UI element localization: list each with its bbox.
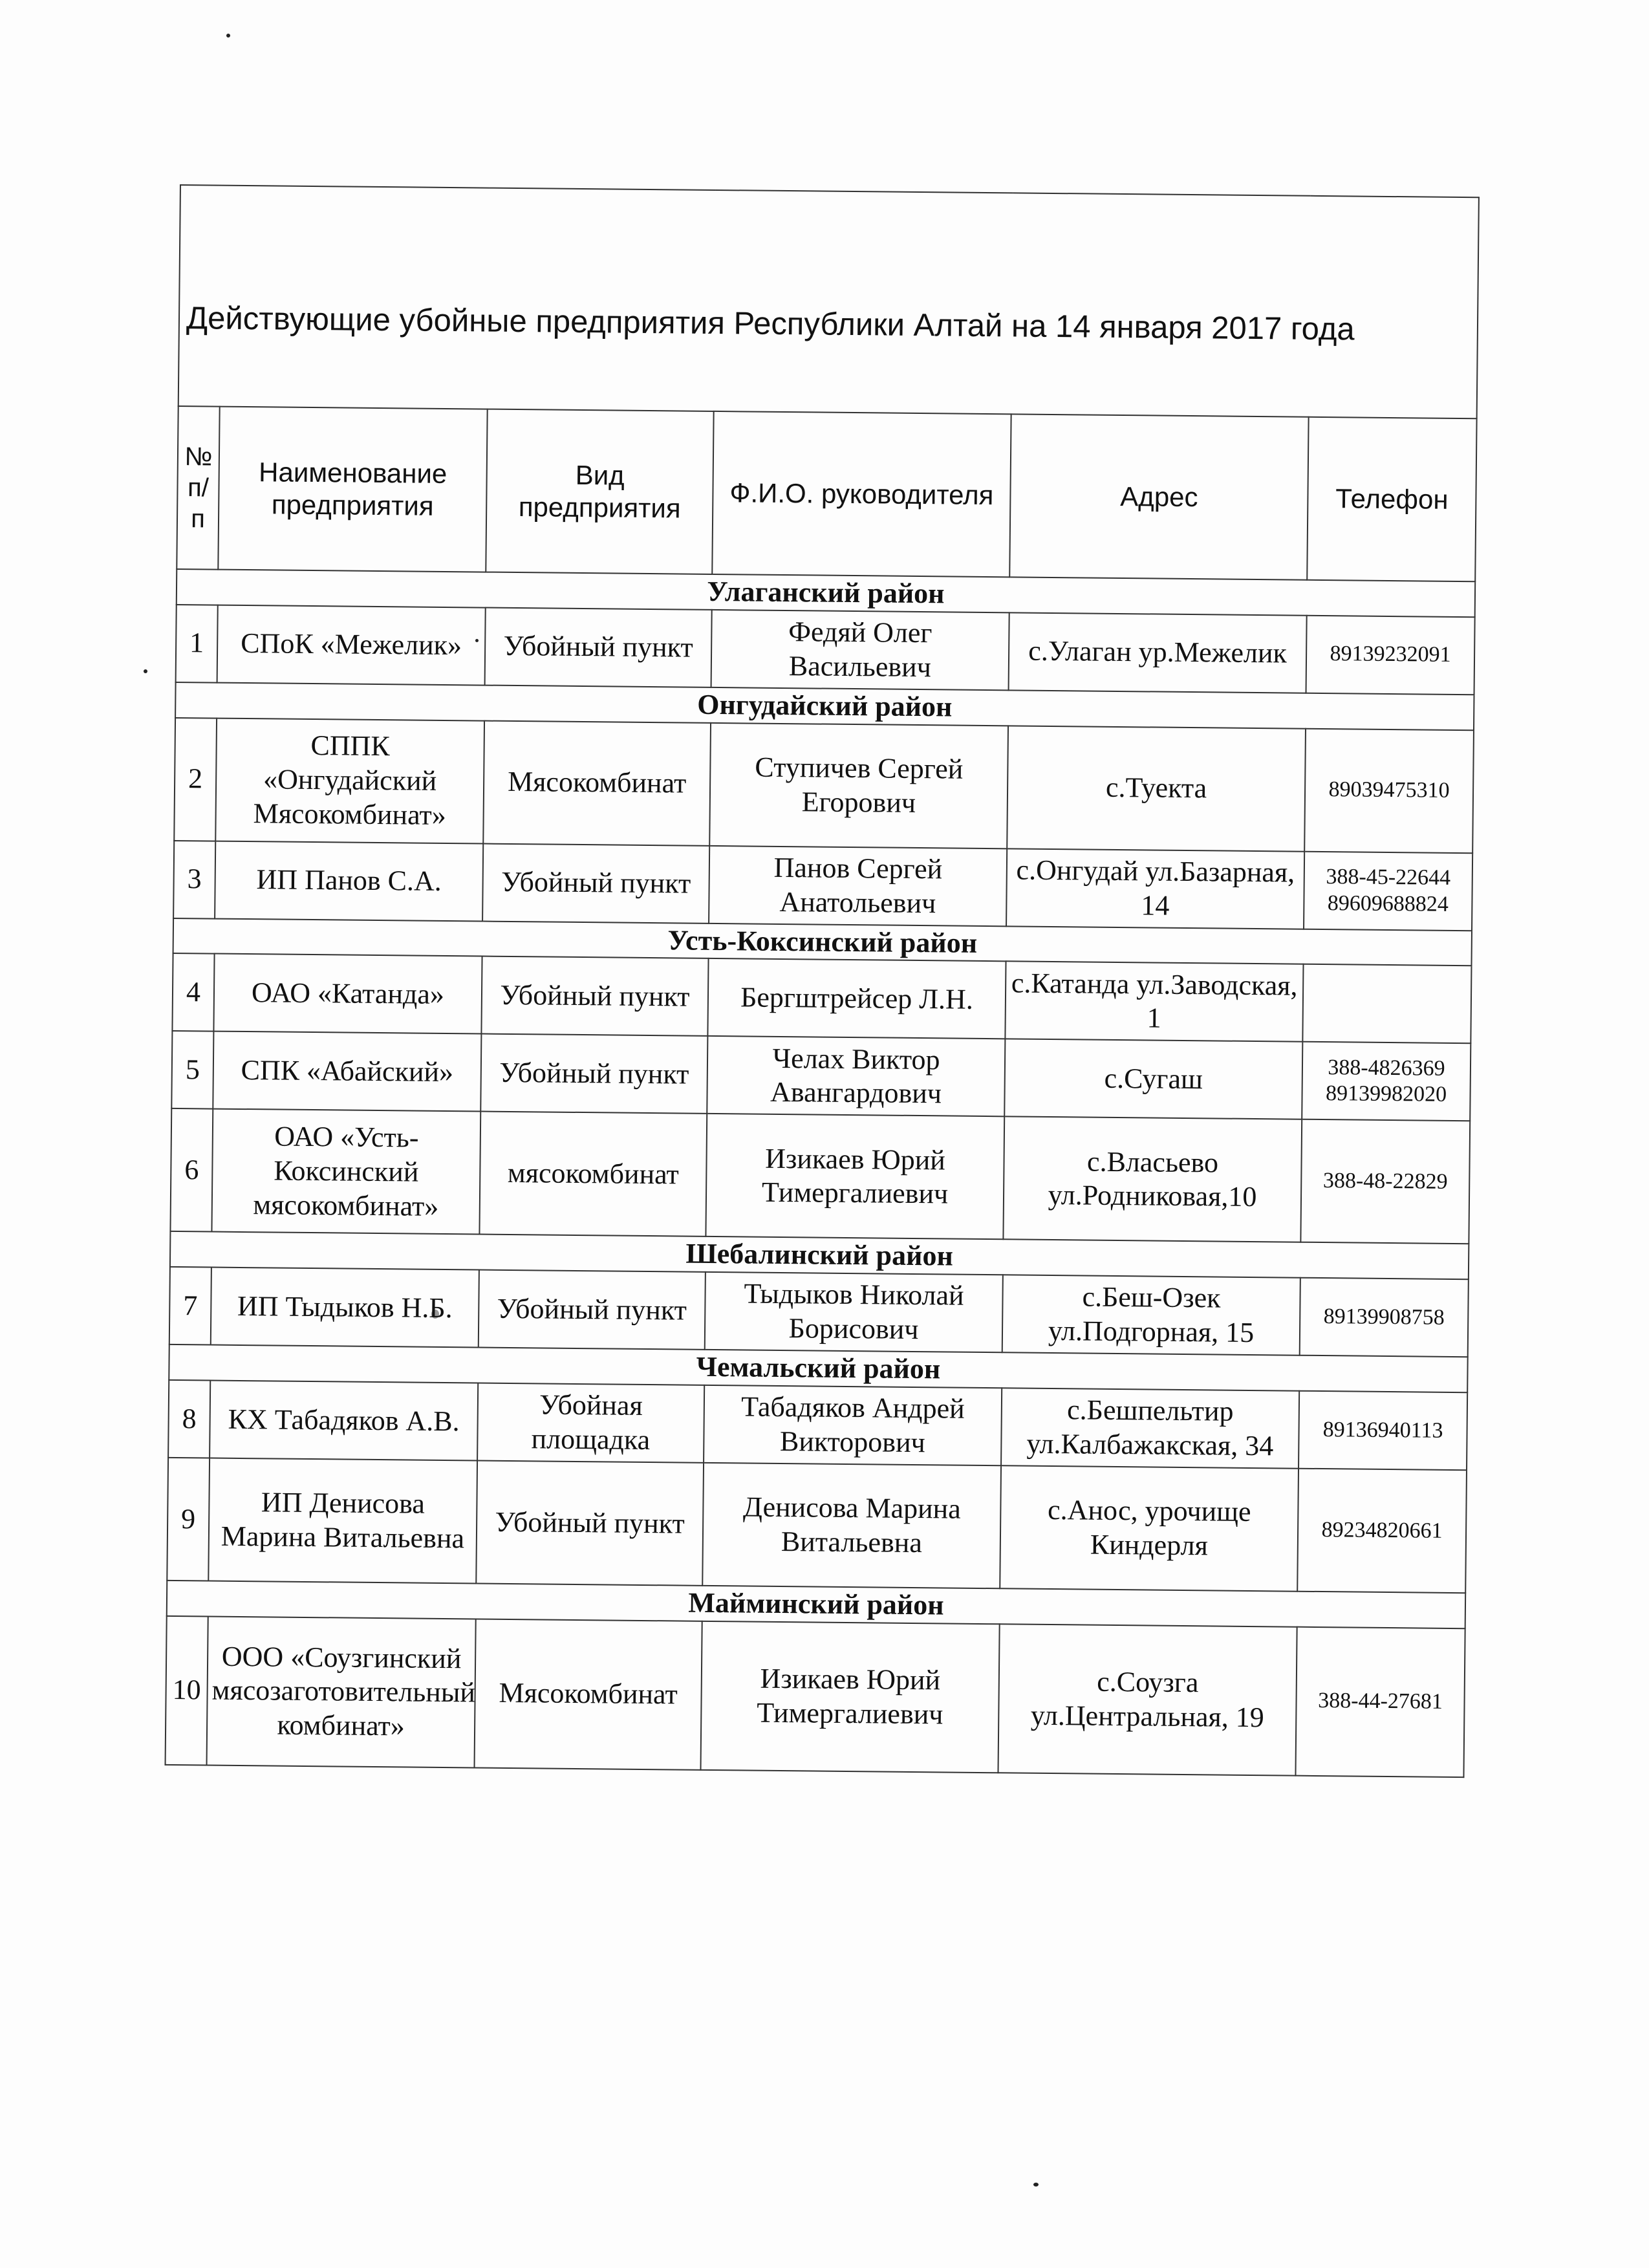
enterprise-name: СППК «Онгудайский Мясокомбинат» — [215, 718, 484, 843]
scan-speck — [226, 34, 230, 38]
enterprise-type: Убойный пункт — [481, 956, 708, 1036]
row-number: 8 — [168, 1380, 210, 1458]
table-row — [172, 953, 1471, 1043]
enterprise-address: с.Беш-Озек ул.Подгорная, 15 — [1002, 1275, 1300, 1355]
document-title: Действующие убойные предприятия Республики Алтай на 14 января 2017 года — [178, 185, 1479, 418]
enterprise-name: ИП Панов С.А. — [215, 841, 483, 921]
row-number: 5 — [171, 1031, 213, 1109]
document-sheet — [165, 184, 1478, 1778]
enterprise-head: Бергштрейсер Л.Н. — [707, 958, 1006, 1039]
enterprise-phone: 388-45-22644 89609688824 — [1304, 851, 1472, 930]
enterprise-head: Табадяков Андрей Викторович — [704, 1385, 1002, 1465]
row-number: 6 — [170, 1108, 213, 1232]
enterprise-phone: 89139908758 — [1300, 1278, 1469, 1357]
district-heading: Онгудайский район — [175, 682, 1474, 730]
enterprise-type: Убойный пункт — [482, 843, 709, 923]
column-header-type: Вид предприятия — [486, 409, 713, 574]
enterprise-name: ИП Тыдыков Н.Б. — [211, 1268, 479, 1348]
enterprise-head: Челах Виктор Авангардович — [707, 1036, 1005, 1116]
district-heading: Шебалинский район — [170, 1231, 1469, 1279]
district-heading: Майминский район — [167, 1581, 1465, 1628]
table-header-row — [177, 406, 1476, 581]
column-header-number: № п/п — [177, 406, 219, 570]
row-number: 9 — [167, 1458, 210, 1581]
district-heading: Усть-Коксинский район — [173, 918, 1472, 966]
enterprise-address: с.Катанда ул.Заводская, 1 — [1005, 962, 1303, 1042]
enterprise-head: Изикаев Юрий Тимергалиевич — [701, 1621, 1000, 1773]
enterprise-type: Убойный пункт — [476, 1460, 704, 1585]
enterprise-address: с.Бешпельтир ул.Калбажакская, 34 — [1001, 1388, 1299, 1468]
enterprise-name: КХ Табадяков А.В. — [210, 1381, 478, 1461]
column-header-head: Ф.И.О. руководителя — [712, 411, 1011, 577]
enterprise-phone: 388-48-22829 — [1300, 1119, 1470, 1244]
table-row — [176, 605, 1475, 695]
column-header-address: Адрес — [1009, 414, 1308, 579]
enterprise-address: с.Туекта — [1007, 726, 1306, 851]
enterprise-name: СПК «Абайский» — [213, 1031, 481, 1112]
table-row — [171, 1031, 1471, 1121]
district-heading: Улаганский район — [177, 569, 1475, 617]
scan-speck — [144, 669, 147, 673]
enterprise-name: ООО «Соузгинский мясозаготовительный комбинат» — [207, 1616, 476, 1767]
table-row — [174, 718, 1474, 853]
enterprise-name: ИП Денисова Марина Витальевна — [208, 1458, 477, 1584]
enterprise-phone: 89139232091 — [1306, 616, 1475, 695]
enterprise-type: мясокомбинат — [479, 1112, 707, 1237]
row-number: 10 — [166, 1616, 208, 1766]
row-number: 1 — [176, 605, 218, 683]
enterprise-address: с.Онгудай ул.Базарная, 14 — [1006, 848, 1304, 929]
enterprise-phone: 388-4826369 89139982020 — [1302, 1042, 1471, 1121]
enterprise-head: Изикаев Юрий Тимергалиевич — [706, 1114, 1004, 1239]
row-number: 7 — [169, 1267, 211, 1345]
enterprise-address: с.Власьево ул.Родниковая,10 — [1003, 1117, 1302, 1242]
enterprise-head: Тыдыков Николай Борисович — [705, 1272, 1003, 1352]
enterprise-name: ОАО «Усть-Коксинский мясокомбинат» — [211, 1109, 480, 1235]
enterprise-head: Панов Сергей Анатольевич — [709, 846, 1007, 926]
enterprise-name: СПоК «Межелик» — [217, 605, 486, 685]
enterprise-type: Убойный пункт — [485, 607, 712, 687]
enterprise-type: Убойный пункт — [479, 1270, 706, 1350]
enterprise-type: Мясокомбинат — [483, 720, 711, 845]
enterprise-phone: 89039475310 — [1304, 728, 1474, 852]
column-header-phone: Телефон — [1307, 417, 1476, 581]
enterprise-phone: 89234820661 — [1297, 1469, 1467, 1593]
district-heading: Чемальский район — [169, 1345, 1467, 1392]
row-number: 4 — [172, 953, 214, 1031]
enterprise-address: с.Сугаш — [1004, 1039, 1302, 1119]
enterprise-type: Убойный пункт — [480, 1034, 707, 1114]
row-number: 2 — [174, 718, 217, 841]
enterprise-address: с.Соузга ул.Центральная, 19 — [998, 1624, 1297, 1775]
enterprise-address: с.Анос, урочище Киндерля — [1000, 1465, 1299, 1591]
enterprise-name: ОАО «Катанда» — [213, 954, 482, 1034]
enterprises-table — [165, 184, 1480, 1778]
enterprise-type: Убойная площадка — [477, 1383, 704, 1462]
table-row — [167, 1458, 1467, 1593]
enterprise-head: Ступичев Сергей Егорович — [709, 723, 1008, 848]
enterprise-head: Федяй Олег Васильевич — [711, 610, 1009, 690]
enterprise-type: Мясокомбинат — [475, 1619, 702, 1769]
row-number: 3 — [173, 841, 215, 919]
enterprise-head: Денисова Марина Витальевна — [702, 1463, 1001, 1588]
table-row — [169, 1267, 1469, 1357]
enterprise-phone: 89136940113 — [1299, 1391, 1467, 1470]
enterprise-phone: 388-44-27681 — [1295, 1626, 1465, 1777]
scan-speck — [1033, 2183, 1039, 2187]
table-row — [173, 841, 1472, 931]
column-header-name: Наименование предприятия — [218, 407, 487, 572]
table-row — [168, 1380, 1467, 1470]
table-row — [166, 1616, 1465, 1777]
enterprise-address: с.Улаган ур.Межелик — [1009, 612, 1307, 693]
enterprise-phone — [1302, 964, 1471, 1043]
table-row — [170, 1108, 1470, 1244]
